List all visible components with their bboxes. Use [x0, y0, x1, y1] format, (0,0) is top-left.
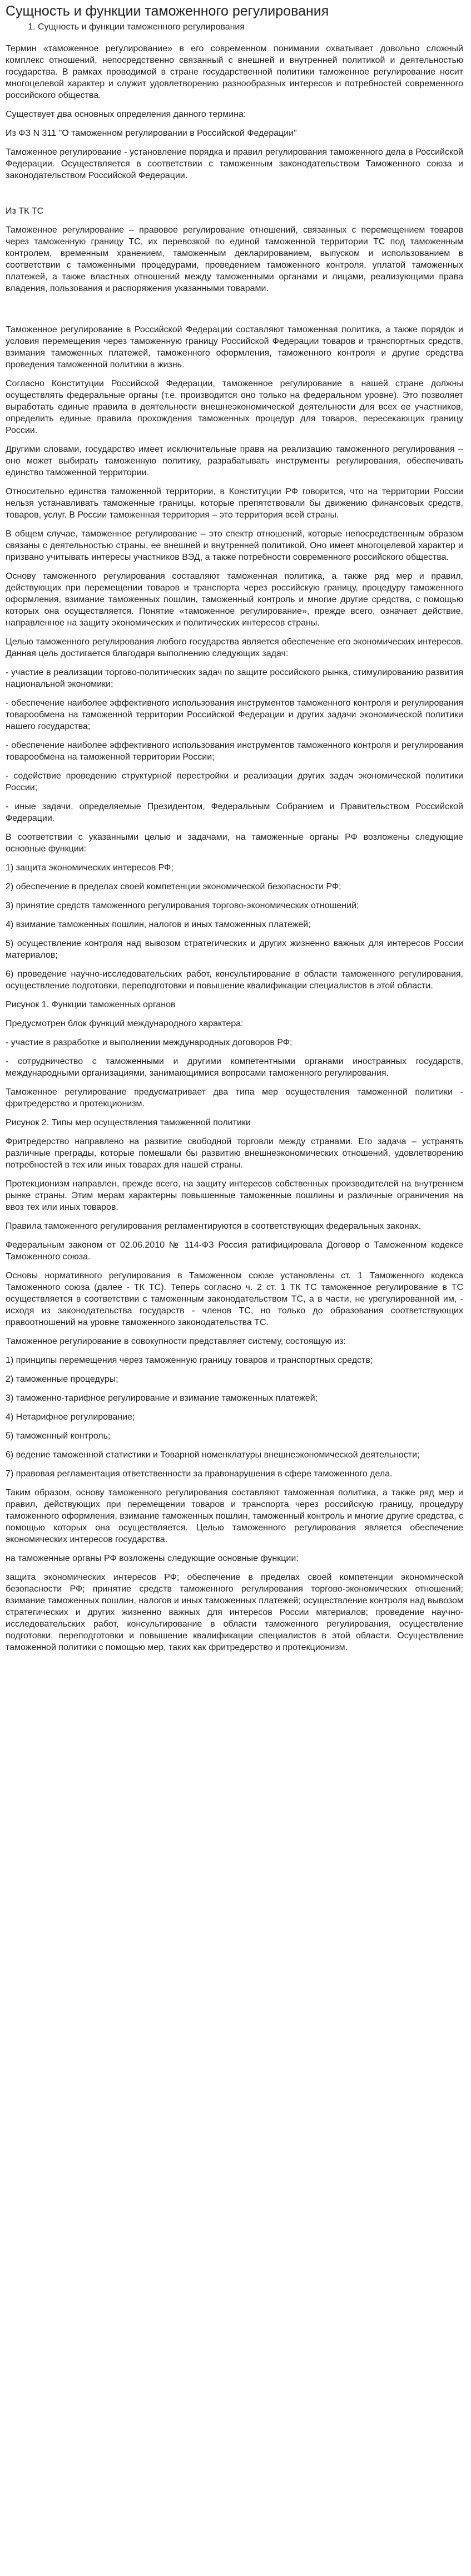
list-item: 6) проведение научно-исследовательских работ, консультирование в области таможенного регулирования, осуществление подготовки, переподготовки и повышение квалификации специалистов в этой области.: [6, 969, 463, 991]
source-label: Из ТК ТС: [6, 206, 44, 216]
paragraph: Основы нормативного регулирования в Таможенном союзе установлены ст. 1 Таможенного кодекса Таможенного союза (далее - ТК ТС). Теперь согласно ч. 2 ст. 1 ТК ТС таможенное регулирование в ТС осуществляется в соответствии с таможенным законодательством ТС, а в части, не урегулированной им, - исходя из законодательства государств - членов ТС, но только до образования соответствующих правоотношений на уровне таможенного законодательства ТС.: [6, 1271, 463, 1327]
paragraph: Федеральным законом от 02.06.2010 № 114-ФЗ Россия ратифицировала Договор о Таможенном кодексе Таможенного союза.: [6, 1240, 463, 1262]
paragraph: Протекционизм направлен, прежде всего, на защиту интересов собственных производителей на внутреннем рынке страны. Этим мерам характерны повышенные таможенные пошлины и различные ограничения на ввоз тех или иных товаров.: [6, 1179, 463, 1212]
list-item: 3) принятие средств таможенного регулирования торгово-экономических отношений;: [6, 901, 359, 910]
page-title: Сущность и функции таможенного регулирования: [6, 3, 329, 19]
list-item: 7) правовая регламентация ответственности за правонарушения в сфере таможенного дела.: [6, 1469, 393, 1479]
list-item: 6) ведение таможенной статистики и Товарной номенклатуры внешнеэкономической деятельности;: [6, 1450, 420, 1460]
table-of-contents: [6, 21, 463, 33]
list-item: - обеспечение наиболее эффективного использования инструментов таможенного контроля и регулирования товарообмена на таможенной территории России;: [6, 741, 463, 762]
list-item: - обеспечение наиболее эффективного использования инструментов таможенного контроля и регулирования товарообмена на таможенной территории Российской Федерации и других задачи экономической политики нашего государства;: [6, 698, 463, 731]
paragraph: В соответствии с указанными целью и задачами, на таможенные органы РФ возложены следующие основные функции:: [6, 833, 463, 854]
paragraph: Другими словами, государство имеет исключительные права на реализацию таможенного регулирования – оно может выбирать таможенную политику, разрабатывать инструменты регулирования, обеспечивать единство таможенной территории.: [6, 445, 463, 477]
list-item: 1) защита экономических интересов РФ;: [6, 863, 173, 873]
list-item: 4) Нетарифное регулирование;: [6, 1412, 135, 1422]
paragraph: Основу таможенного регулирования составляют таможенная политика, а также ряд мер и правил, действующих при перемещении товаров и транспорта через российскую границу, процедуру таможенного оформления, взимание таможенных пошлин, таможенный контроль и многие другие средства, с помощью которых она осуществляется. Понятие «таможенное регулирование», прежде всего, означает действие, направленное на защиту экономических и политических интересов страны.: [6, 572, 463, 628]
list-item: 5) таможенный контроль;: [6, 1431, 111, 1441]
list-item: 2) таможенные процедуры;: [6, 1375, 118, 1384]
paragraph: Целью таможенного регулирования любого государства является обеспечение его экономических интересов. Данная цель достигается благодаря выполнению следующих задач:: [6, 637, 463, 658]
list-item: - участие в реализации торгово-политических задач по защите российского рынка, стимулированию развития национальной экономики;: [6, 668, 463, 689]
paragraph: Таким образом, основу таможенного регулирования составляют таможенная политика, а также ряд мер и правил, действующих при перемещении товаров и транспорта через российскую границу, процедуру таможенного оформления, взимание таможенных пошлин, таможенный контроль и многие другие средства, с помощью которых она осуществляется. Целью таможенного регулирования является обеспечение экономических интересов государства.: [6, 1488, 463, 1544]
toc-item[interactable]: 1. Сущность и функции таможенного регулирования: [38, 21, 463, 33]
paragraph: Термин «таможенное регулирование» в его современном понимании охватывает довольно сложный комплекс отношений, непосредственно связанный с внешней и внутренней политикой и деятельностью государства. В рамках проводимой в стране государственной политики таможенное регулирование носит многоцелевой характер и служит удовлетворению разнообразных интересов и потребностей современного российского общества.: [6, 44, 463, 100]
paragraph: Таможенное регулирование в совокупности представляет систему, состоящую из:: [6, 1337, 346, 1346]
list-item: 5) осуществление контроля над вывозом стратегических и других жизненно важных для интересов России материалов;: [6, 939, 463, 960]
spacer: [6, 189, 463, 205]
paragraph: Существует два основных определения данного термина:: [6, 110, 246, 119]
paragraph: Относительно единства таможенной территории, в Конституции РФ говорится, что на территории России нельзя устанавливать таможенные границы, которые препятствовали бы движению финансовых средств, товаров, услуг. В России таможенная территория – это территория всей страны.: [6, 487, 463, 520]
list-item: - сотрудничество с таможенными и другими компетентными органами иностранных государств, международными организациями, занимающимися вопросами таможенного регулирования.: [6, 1057, 463, 1078]
paragraph: на таможенные органы РФ возложены следующие основные функции:: [6, 1554, 299, 1563]
figure-caption: Рисунок 2. Типы мер осуществления таможенной политики: [6, 1118, 251, 1127]
list-item: - содействие проведению структурной перестройки и реализации других задач экономической политики России;: [6, 771, 463, 792]
list-item: - участие в разработке и выполнении международных договоров РФ;: [6, 1038, 292, 1047]
list-item: 2) обеспечение в пределах своей компетенции экономической безопасности РФ;: [6, 882, 341, 891]
paragraph: защита экономических интересов РФ; обеспечение в пределах своей компетенции экономической безопасности РФ; принятие средств таможенного регулирования торгово-экономических отношений; взимание таможенных пошлин, налогов и иных таможенных платежей; осуществление контроля над вывозом стратегических и других жизненно важных для интересов России материалов; проведение научно-исследовательских работ, консультирование в области таможенного регулирования, осуществление подготовки, переподготовки и повышение квалификации специалистов в этой области. Осуществление таможенной политики с помощью мер, таких как фритредерство и протекционизм.: [6, 1573, 463, 1652]
paragraph: Согласно Конституции Российской Федерации, таможенное регулирование в нашей стране должны осуществлять федеральные органы (т.е. производится оно только на федеральном уровне). Это позволяет выработать единые правила в деятельности внешнеэкономической деятельности для всех ее участников, определить единые правила прохождения таможенных процедур для товаров, пересекающих границу России.: [6, 379, 463, 435]
list-item: 1) принципы перемещения через таможенную границу товаров и транспортных средств;: [6, 1356, 373, 1365]
paragraph: Правила таможенного регулирования регламентируются в соответствующих федеральных законах.: [6, 1221, 422, 1231]
paragraph: Фритредерство направлено на развитие свободной торговли между странами. Его задача – устранять различные преграды, которые помешали бы развитию внешнеэкономических отношений, удовлетворению потребностей в тех или иных товарах для нашей страны.: [6, 1137, 463, 1170]
paragraph: Таможенное регулирование - установление порядка и правил регулирования таможенного дела в Российской Федерации. Осуществляется в соответствии с таможенным законодательством Таможенного союза и законодательством Российской Федерации.: [6, 147, 463, 180]
paragraph: Таможенное регулирование – правовое регулирование отношений, связанных с перемещением товаров через таможенную границу ТС, их перевозкой по единой таможенной территории ТС под таможенным контролем, временным хранением, таможенным декларированием, выпуском и использованием в соответствии с таможенными процедурами, проведением таможенного контроля, уплатой таможенных платежей, а также властных отношений между таможенными органами и лицами, реализующими права владения, пользования и распоряжения указанными товарами.: [6, 225, 463, 293]
list-item: - иные задачи, определяемые Президентом, Федеральным Собранием и Правительством Российской Федерации.: [6, 802, 463, 823]
paragraph: Таможенное регулирование в Российской Федерации составляют таможенная политика, а также порядок и условия перемещения через таможенную границу Российской Федерации товаров и транспортных средств, взимания таможенных платежей, таможенного оформления, таможенного контроля и другие средства проведения таможенной политики в жизнь.: [6, 325, 463, 370]
spacer: [6, 302, 463, 324]
paragraph: В общем случае, таможенное регулирование – это спектр отношений, которые непосредственным образом связаны с деятельностью страны, ее внешней и внутренней политикой. Оно имеет многоцелевой характер и призвано учитывать интересы участников ВЭД, а также потребности современного российского общества.: [6, 529, 463, 562]
list-item: 3) таможенно-тарифное регулирование и взимание таможенных платежей;: [6, 1393, 318, 1403]
paragraph: Предусмотрен блок функций международного характера:: [6, 1019, 244, 1028]
source-label: Из ФЗ N 311 "О таможенном регулировании в Российской Федерации": [6, 129, 297, 138]
paragraph: Таможенное регулирование предусматривает два типа мер осуществления таможенной политики - фритредерство и протекционизм.: [6, 1087, 463, 1109]
list-item: 4) взимание таможенных пошлин, налогов и иных таможенных платежей;: [6, 920, 311, 929]
figure-caption: Рисунок 1. Функции таможенных органов: [6, 1000, 176, 1009]
